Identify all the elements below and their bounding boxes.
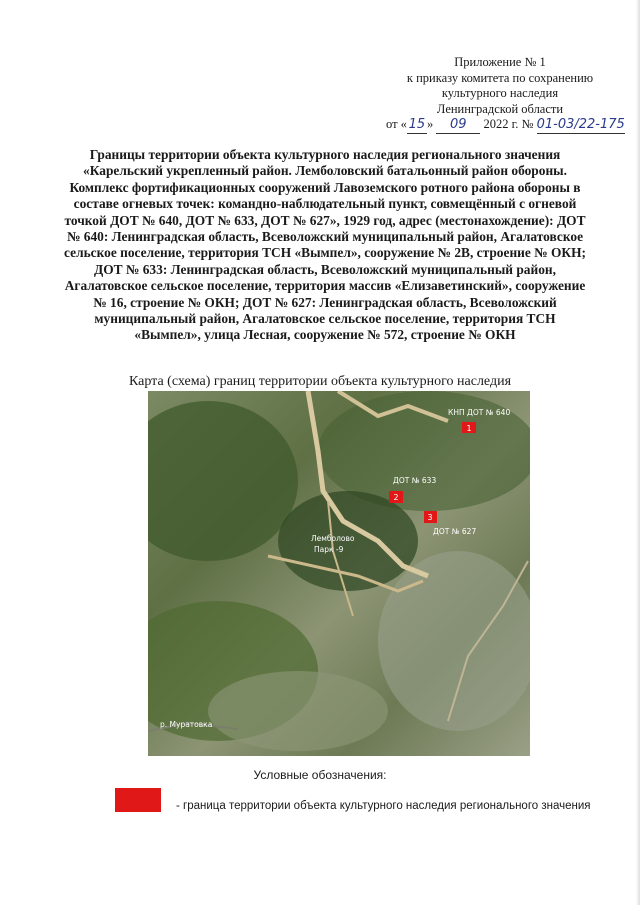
appendix-line-1: Приложение № 1 [454,55,546,69]
legend-swatch [115,788,161,812]
legend-item-boundary: - граница территории объекта культурного наследия регионального значения [176,800,591,812]
date-prefix: от « [386,117,407,131]
appendix-block [380,55,625,134]
order-day: 15 [408,117,426,132]
document-title: Границы территории объекта культурного наследия регионального значения «Карельский укрепленный район. Лемболовский батальонный район обороны. Комплекс фортификационных сооружений Лавоземского ротного района обороны в составе огневых точек: командно-наблюдательный пункт, совмещённый с огневой точкой ДОТ № 640, ДОТ № 633, ДОТ № 627», 1929 год, адрес (местонахождение): ДОТ № 640: Ленинградская область, Всеволожский муниципальный район, Агалатовское сельское поселение, территория ТСН «Вымпел», сооружение № 2В, строение № ОКН; ДОТ № 633: Ленинградская область, Всеволожский муниципальный район, Агалатовское сельское поселение, территория массив «Елизаветинский», сооружение № 16, строение № ОКН; ДОТ № 627: Ленинградская область, Всеволожский муниципальный район, Агалатовское сельское поселение, территория ТСН «Вымпел», улица Лесная, сооружение № 572, строение № ОКН [64,147,586,343]
order-date-line [380,117,625,134]
label-dot-633: ДОТ № 633 [393,476,437,485]
label-river: р. Муратовка [160,720,213,729]
order-year-text: 2022 г. № [483,117,534,131]
satellite-map [148,391,530,756]
appendix-line-4: Ленинградской области [436,101,564,116]
appendix-line-3: культурного наследия [441,86,559,100]
order-number: 01-03/22-175 [536,117,625,132]
marker-3-label: 3 [427,513,433,522]
label-lembolovo: Лемболово [311,534,355,543]
clearing [208,671,388,751]
map-caption: Карта (схема) границ территории объекта культурного наследия [128,374,512,389]
label-dot-627: ДОТ № 627 [433,527,477,536]
label-park: Парк -9 [314,545,344,554]
scan-edge [636,0,640,905]
map-svg [148,391,530,756]
order-month: 09 [436,117,480,134]
marker-1-label: 1 [466,424,472,433]
date-day-close: » [426,117,434,131]
legend-title: Условные обозначения: [253,768,387,782]
appendix-line-2: к приказу комитета по сохранению [406,70,594,85]
forest-patch [148,401,298,561]
label-knp-dot-640: КНП ДОТ № 640 [448,408,511,417]
marker-2-label: 2 [393,493,399,502]
